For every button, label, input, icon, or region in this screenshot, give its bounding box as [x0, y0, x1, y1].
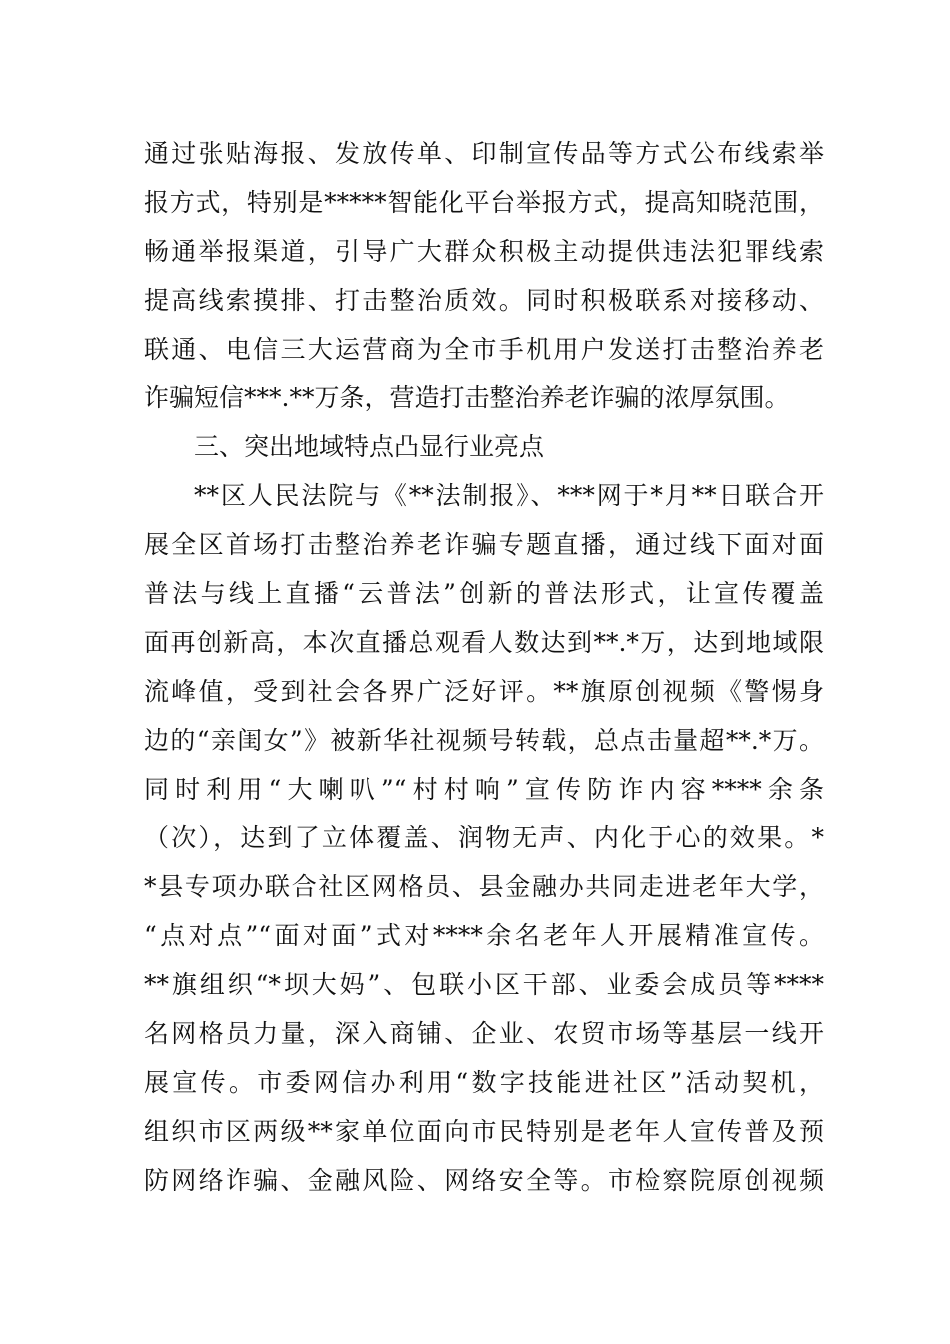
- text-line: 联通、电信三大运营商为全市手机用户发送打击整治养老: [144, 334, 824, 364]
- text-line: 组织市区两级**家单位面向市民特别是老年人宣传普及预: [144, 1116, 824, 1146]
- document-body: [144, 130, 824, 1206]
- text-line: *县专项办联合社区网格员、县金融办共同走进老年大学，: [144, 872, 824, 902]
- section-heading: 三、突出地域特点凸显行业亮点: [194, 432, 545, 462]
- text-line: 报方式，特别是*****智能化平台举报方式，提高知晓范围，: [144, 187, 824, 217]
- text-line: 展宣传。市委网信办利用“数字技能进社区”活动契机，: [144, 1067, 824, 1097]
- text-line: 流峰值，受到社会各界广泛好评。**旗原创视频《警惕身: [144, 676, 824, 706]
- text-line: 畅通举报渠道，引导广大群众积极主动提供违法犯罪线索: [144, 236, 824, 266]
- text-line: “点对点”“面对面”式对****余名老年人开展精准宣传。: [144, 921, 824, 951]
- text-line: 普法与线上直播“云普法”创新的普法形式，让宣传覆盖: [144, 579, 824, 609]
- text-line: 名网格员力量，深入商铺、企业、农贸市场等基层一线开: [144, 1019, 824, 1049]
- text-line: 诈骗短信***.**万条，营造打击整治养老诈骗的浓厚氛围。: [144, 383, 790, 413]
- text-line: **旗组织“*坝大妈”、包联小区干部、业委会成员等****: [144, 970, 824, 1000]
- text-line: 同时利用“大喇叭”“村村响”宣传防诈内容****余条: [144, 774, 824, 804]
- text-line: **区人民法院与《**法制报》、***网于*月**日联合开: [194, 481, 824, 511]
- text-line: 提高线索摸排、打击整治质效。同时积极联系对接移动、: [144, 285, 824, 315]
- text-line: （次），达到了立体覆盖、润物无声、内化于心的效果。*: [144, 823, 824, 853]
- text-line: 面再创新高，本次直播总观看人数达到**.*万，达到地域限: [144, 627, 824, 657]
- text-line: 边的“亲闺女”》被新华社视频号转载，总点击量超**.*万。: [144, 725, 824, 755]
- text-line: 防网络诈骗、金融风险、网络安全等。市检察院原创视频: [144, 1165, 824, 1195]
- text-line: 通过张贴海报、发放传单、印制宣传品等方式公布线索举: [144, 139, 824, 168]
- text-line: 展全区首场打击整治养老诈骗专题直播，通过线下面对面: [144, 530, 824, 560]
